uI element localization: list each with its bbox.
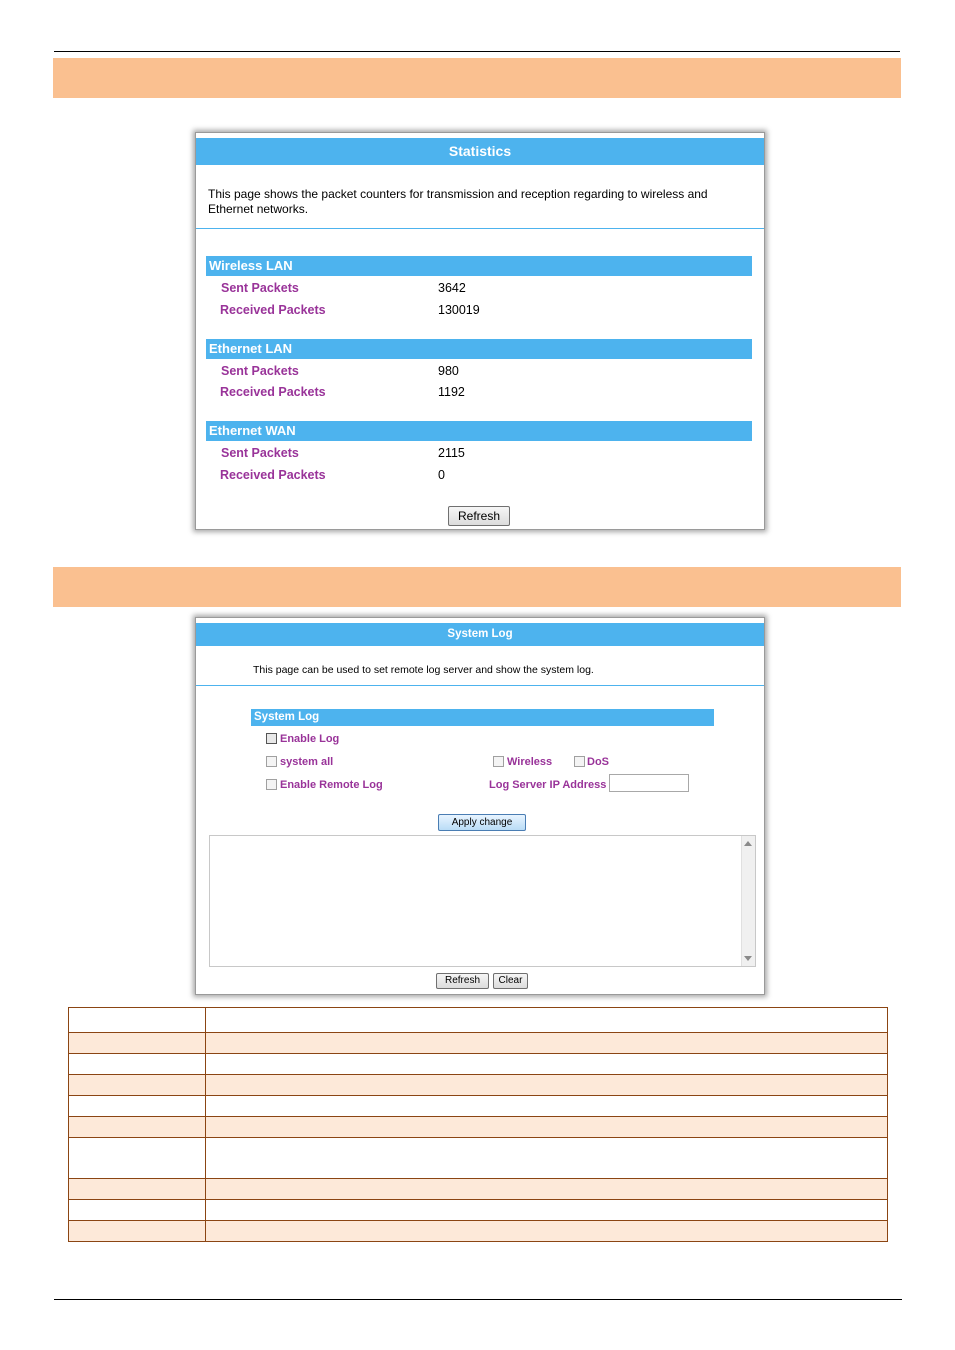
wlan-received-value: 130019	[438, 303, 480, 317]
scroll-up-icon[interactable]	[744, 841, 752, 846]
scroll-down-icon[interactable]	[744, 956, 752, 961]
ewan-sent-label: Sent Packets	[221, 446, 299, 460]
system-log-panel	[195, 617, 765, 995]
enable-remote-log-label: Enable Remote Log	[280, 779, 383, 791]
table-row	[69, 1033, 888, 1054]
ewan-sent-value: 2115	[438, 446, 465, 460]
enable-log-label: Enable Log	[280, 733, 340, 745]
table-row	[69, 1117, 888, 1138]
table-row	[69, 1200, 888, 1221]
header-rule	[54, 51, 900, 52]
enable-remote-log-checkbox[interactable]	[266, 779, 277, 790]
statistics-title: Statistics	[196, 138, 764, 165]
ewan-received-label: Received Packets	[220, 468, 326, 482]
system-log-clear-button[interactable]: Clear	[493, 973, 528, 989]
table-row	[69, 1008, 888, 1033]
ewan-received-value: 0	[438, 468, 445, 482]
log-server-ip-label: Log Server IP Address	[489, 779, 607, 791]
statistics-panel	[195, 132, 765, 530]
dos-label: DoS	[587, 756, 609, 768]
enable-log-checkbox[interactable]	[266, 733, 277, 744]
log-server-ip-input[interactable]	[609, 774, 689, 792]
section-heading-band-system-log	[53, 567, 901, 607]
elan-sent-label: Sent Packets	[221, 364, 299, 378]
section-system-log: System Log	[251, 709, 714, 726]
footer-rule	[54, 1299, 902, 1300]
elan-received-value: 1192	[438, 385, 465, 399]
table-row	[69, 1138, 888, 1179]
system-log-textarea[interactable]	[209, 835, 756, 967]
description-table	[68, 1007, 888, 1242]
statistics-description: This page shows the packet counters for transmission and reception regarding to wireless and Ethernet networks.	[208, 187, 708, 216]
system-all-label: system all	[280, 756, 334, 768]
section-ethernet-lan: Ethernet LAN	[206, 339, 752, 359]
elan-received-label: Received Packets	[220, 385, 326, 399]
log-scrollbar[interactable]	[741, 836, 755, 966]
wireless-label: Wireless	[507, 756, 553, 768]
wlan-sent-value: 3642	[438, 281, 466, 295]
system-log-title: System Log	[196, 623, 764, 646]
wlan-received-label: Received Packets	[220, 303, 326, 317]
apply-change-button[interactable]: Apply change	[438, 814, 526, 831]
system-log-description: This page can be used to set remote log server and show the system log.	[253, 664, 594, 676]
section-ethernet-wan: Ethernet WAN	[206, 421, 752, 441]
table-row	[69, 1054, 888, 1075]
system-log-separator	[196, 685, 764, 686]
table-row	[69, 1179, 888, 1200]
table-row	[69, 1096, 888, 1117]
wlan-sent-label: Sent Packets	[221, 281, 299, 295]
system-all-checkbox[interactable]	[266, 756, 277, 767]
statistics-refresh-button[interactable]: Refresh	[448, 506, 510, 526]
elan-sent-value: 980	[438, 364, 459, 378]
statistics-separator	[196, 228, 764, 229]
section-wireless-lan: Wireless LAN	[206, 256, 752, 276]
table-row	[69, 1075, 888, 1096]
table-row	[69, 1221, 888, 1242]
wireless-checkbox[interactable]	[493, 756, 504, 767]
section-heading-band-statistics	[53, 58, 901, 98]
system-log-refresh-button[interactable]: Refresh	[436, 973, 489, 989]
dos-checkbox[interactable]	[574, 756, 585, 767]
